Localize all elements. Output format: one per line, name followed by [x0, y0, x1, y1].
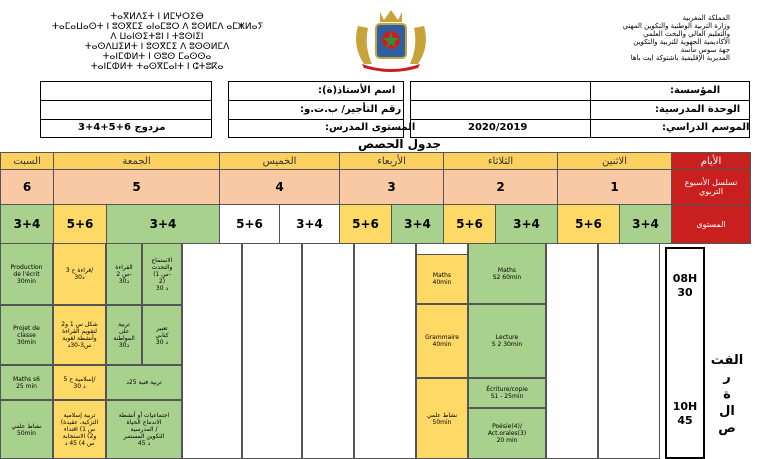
week-2: 2	[444, 170, 558, 205]
level-fri-34: 3+4	[107, 205, 220, 244]
fri-56-cell: إسلامية ح 5/ 30 د	[53, 365, 106, 400]
tifinagh-line: ⵜⴰⴳⵍⴷⵉⵜ ⵏ ⵍⵎⵖⵔⵉⴱ	[110, 12, 204, 22]
fri-34-cell: تربية على المواطنة 30د	[106, 305, 142, 365]
year-label: الموسم الدراسي:	[662, 122, 750, 133]
arabic-line: المملكة المغربية	[682, 14, 730, 22]
id-label: رقم التأجير/ ب.ت.و:	[300, 104, 402, 115]
level-value: 3+4+5+6 مزدوج	[78, 122, 166, 133]
fri-56-cell: شكل س 1 و2 لتقويم القراءة وأنشطة لغوية س3-30د	[53, 305, 106, 365]
sat-cell: Projet de classe 30min	[0, 305, 53, 365]
tifinagh-line: ⵜⴰⵙⴷⵡⵉⵍⵜ ⵏ ⵓⵙⴳⵎⵉ ⴷ ⵓⵙⵙⵍⵎⴷ	[84, 42, 230, 52]
level-wed-34: 3+4	[392, 205, 444, 244]
wed-56-column	[302, 243, 354, 459]
tifinagh-line: ⵜⴰⵏⵎⵀⵍⵜ ⵏ ⵙⵓⵙ ⵎⴰⵙⵙⴰ	[102, 52, 212, 62]
day-wednesday: الأربعاء	[340, 153, 444, 170]
year-value: 2020/2019	[468, 122, 528, 133]
header-arabic	[600, 14, 730, 62]
thu-34-column	[242, 243, 302, 459]
day-monday: الاثنين	[558, 153, 672, 170]
level-label: المستوى المدرس:	[325, 122, 416, 133]
tifinagh-line: ⵜⴰⵏⵎⵀⵍⵜ ⵜⴰⵙⴳⵎⴰⵏⵜ ⵏ ⵛⵜⵓⴽⴰ	[90, 62, 224, 72]
level-wed-56: 5+6	[340, 205, 392, 244]
week-5: 5	[54, 170, 220, 205]
tifinagh-line: ⴷ ⵡⴰⵏⵙⵉⵜⵓⵏ ⵏ ⵜⵓⵙⵏⵉⵏ	[110, 32, 204, 42]
arabic-line: وزارة التربية الوطنية والتكوين المهني	[622, 22, 730, 30]
level-thu-34: 3+4	[280, 205, 340, 244]
fri-34-cell: اجتماعيات أو أنشطة الاندماج الحياة المدرسية / التكوين المستمر 45 د	[106, 400, 182, 459]
sat-cell: Production de l'écrit 30min	[0, 243, 53, 305]
days-header: الأيام	[672, 153, 751, 170]
spacer-column-2	[598, 243, 660, 459]
level-mon-56: 5+6	[558, 205, 620, 244]
fri-56-cell: تربية إسلامية (التزكية، عقيدة س 1) اقتداء و2) الاستجابة س 4) 45 د	[53, 400, 106, 459]
royal-emblem-icon	[350, 6, 432, 72]
teacher-label: اسم الأستاذ(ة):	[318, 85, 396, 96]
fri-34-cell: تعبير كتابي 30 د	[142, 305, 182, 365]
fri-56-cell: قراءة ح 3/ 30د	[53, 243, 106, 305]
arabic-line: الأكاديمية الجهوية للتربية والتكوين	[633, 38, 730, 46]
level-tue-56: 5+6	[444, 205, 496, 244]
mon-56-cell: نشاط علمي 50min	[416, 378, 468, 459]
tifinagh-line: ⵜⴰⵎⴰⵡⴰⵙⵜ ⵏ ⵓⵙⴳⵎⵉ ⴰⵏⴰⵎⵓⵔ ⴷ ⵓⵙⵍⵎⴷ ⴰⵎⵥⵍⴰⵢ	[52, 22, 264, 32]
mon-34-cell: Lecture S 2 30min	[468, 304, 546, 378]
week-4: 4	[220, 170, 340, 205]
day-tuesday: الثلاثاء	[444, 153, 558, 170]
week-1: 1	[558, 170, 672, 205]
week-3: 3	[340, 170, 444, 205]
wed-34-column	[354, 243, 416, 459]
unit-label: الوحدة المدرسية:	[655, 104, 741, 115]
arabic-line: والتعليم العالي والبحث العلمي	[643, 30, 730, 38]
sat-cell: Maths s6 25 min	[0, 365, 53, 400]
day-thursday: الخميس	[220, 153, 340, 170]
time-0830: 08H 30	[672, 272, 698, 299]
header-tifinagh	[52, 12, 262, 72]
arabic-line: المديرية الإقليمية باشتوكة ايت باها	[630, 54, 730, 62]
schedule-title: جدول الحصص	[358, 137, 442, 151]
fri-34-cell: الاستماع والتحدث (س 1- 2) 30 د	[142, 243, 182, 305]
level-header: المستوى	[672, 205, 751, 244]
thu-56-column	[182, 243, 242, 459]
week-6: 6	[1, 170, 54, 205]
mon-56-cell: Grammaire 40min	[416, 304, 468, 378]
day-friday: الجمعة	[54, 153, 220, 170]
arabic-line: جهة سوس ماسة	[680, 46, 730, 54]
level-mon-34: 3+4	[620, 205, 672, 244]
period-label: الفت ر ة ال ص	[710, 353, 744, 436]
level-tue-34: 3+4	[496, 205, 558, 244]
level-sat-34: 3+4	[1, 205, 54, 244]
fri-34-cell: القراءة س 2- 30د	[106, 243, 142, 305]
schedule-header-table	[0, 152, 751, 244]
mon-34-cell: Maths S2 60min	[468, 243, 546, 304]
spacer-column	[546, 243, 598, 459]
time-1045: 10H 45	[672, 400, 698, 427]
institution-label: المؤسسة:	[670, 85, 721, 96]
mon-34-cell: Poésie(4)/ Act.orales(3) 20 min	[468, 408, 546, 459]
week-header: تسلسل الأسبوع التربوي	[672, 170, 751, 205]
level-thu-56: 5+6	[220, 205, 280, 244]
sat-cell: نشاط علمي 50min	[0, 400, 53, 459]
level-fri-56: 5+6	[54, 205, 107, 244]
fri-34-cell: تربية فنية 25د	[106, 365, 182, 400]
mon-34-cell: Écriture/copie S1 - 25min	[468, 378, 546, 408]
day-saturday: السبت	[1, 153, 54, 170]
mon-56-cell: Maths 40min	[416, 254, 468, 304]
